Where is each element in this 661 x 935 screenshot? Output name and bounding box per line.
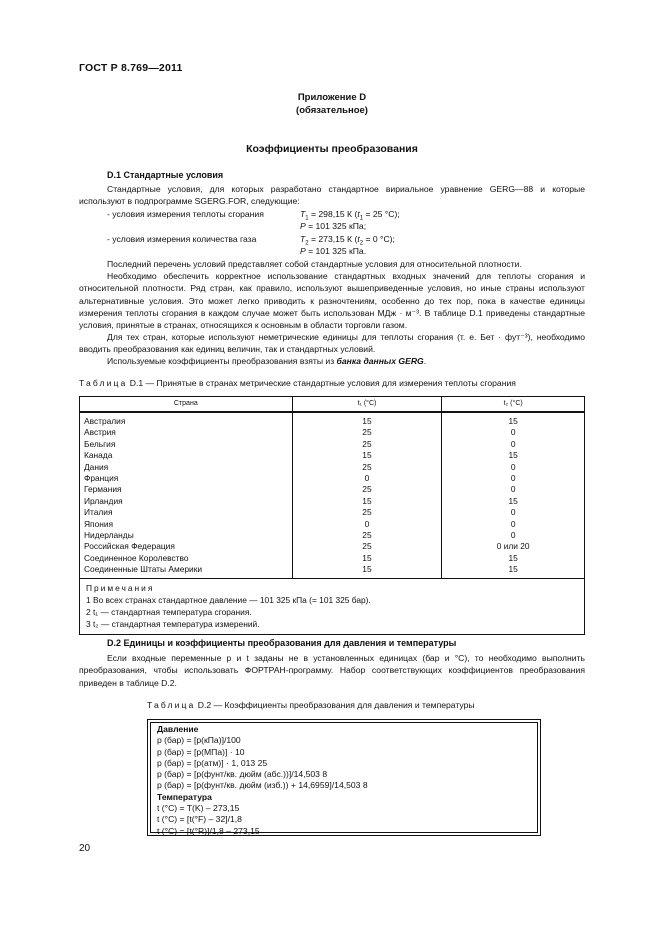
table-row — [80, 496, 585, 507]
table-row — [80, 439, 585, 450]
t1-cell: 25 — [292, 507, 442, 518]
t2-cell: 15 — [442, 450, 585, 461]
t2-cell: 0 — [442, 439, 585, 450]
t2-cell: 0 — [442, 484, 585, 495]
table-row — [80, 541, 585, 552]
table-1-caption: Таблица D.1 — Принятые в странах метрические стандартные условия для измерения теплоты сгорания — [79, 378, 516, 388]
table-1-header-row — [80, 397, 585, 413]
condition-1-label: - условия измерения теплоты сгорания — [107, 209, 264, 219]
document-header: ГОСТ Р 8.769—2011 — [79, 62, 183, 74]
t1-cell: 25 — [292, 541, 442, 552]
t2-cell: 0 или 20 — [442, 541, 585, 552]
pressure-title: Давление — [157, 724, 199, 734]
appendix-title: Приложение D — [297, 92, 367, 103]
country-cell: Ирландия — [80, 496, 293, 507]
condition-1-pressure: P = 101 325 кПа; — [300, 221, 367, 231]
d1-paragraph-1: Стандартные условия, для которых разработано стандартное вириальное уравнение GERG—88 и которые используют в подпрограмме SGERG.FOR, следующие: — [79, 184, 585, 207]
note-3: 3 t₂ — стандартная температура измерений. — [86, 618, 260, 629]
t1-cell: 15 — [292, 412, 442, 427]
appendix-subtitle: (обязательное) — [296, 105, 368, 116]
section-title: Коэффициенты преобразования — [246, 143, 418, 155]
d1-paragraph-5: Используемые коэффициенты преобразования взяты из банка данных GERG. — [107, 356, 427, 366]
table-2-caption: Таблица D.2 — Коэффициенты преобразования для давления и температуры — [147, 700, 475, 710]
d1-paragraph-3: Необходимо обеспечить корректное использование стандартных входных значений для теплоты сгорания и относительной плотности. Ряд стран, как правило, используют вышеприведенные условия, но иные страны используют альтернативные условия. Это может легко приводить к разночтениям, особенно до тех пор, пока в качестве единицы измерения теплоты сгорания в каждом случае может быть использован МДж · м⁻³. В таблице D.1 приведены стандартные условия, принятые в странах, относящихся к основным в области торговли газом. — [79, 271, 585, 331]
t2-cell: 0 — [442, 519, 585, 530]
t2-cell: 15 — [442, 496, 585, 507]
t2-cell: 0 — [442, 507, 585, 518]
pressure-line: p (бар) = [p(МПа)] · 10 — [157, 746, 245, 757]
country-cell: Италия — [80, 507, 293, 518]
t2-cell: 15 — [442, 553, 585, 564]
country-cell: Российская Федерация — [80, 541, 293, 552]
table-row — [80, 564, 585, 578]
t1-cell: 0 — [292, 473, 442, 484]
table-row — [80, 553, 585, 564]
table-1-col-country: Страна — [80, 397, 293, 413]
t1-cell: 0 — [292, 519, 442, 530]
pressure-line: p (бар) = [p(атм)] · 1, 013 25 — [157, 757, 268, 768]
country-cell: Канада — [80, 450, 293, 461]
country-cell: Франция — [80, 473, 293, 484]
t2-cell: 15 — [442, 564, 585, 578]
gerg-databank-emphasis: банка данных GERG — [336, 356, 424, 366]
table-row — [80, 450, 585, 461]
temperature-line: t (°С) = [t(°F) – 32]/1,8 — [157, 814, 242, 825]
pressure-line: p (бар) = [p(кПа)]/100 — [157, 735, 241, 746]
t1-cell: 15 — [292, 496, 442, 507]
d1-heading: D.1 Стандартные условия — [107, 170, 224, 180]
notes-title: Примечания — [86, 582, 155, 593]
d1-paragraph-2: Последний перечень условий представляет собой стандартные условия для относительной плотности. — [107, 259, 522, 269]
country-cell: Соединенные Штаты Америки — [80, 564, 293, 578]
t1-cell: 25 — [292, 462, 442, 473]
t2-cell: 0 — [442, 462, 585, 473]
note-1: 1 Во всех странах стандартное давление — 101 325 кПа (= 101 325 бар). — [86, 594, 371, 605]
table-row — [80, 427, 585, 438]
pressure-line: p (бар) = [p(фунт/кв. дюйм (изб.)) + 14,6959]/14,503 8 — [157, 780, 368, 791]
temperature-title: Температура — [157, 791, 212, 802]
country-cell: Соединенное Королевство — [80, 553, 293, 564]
t1-cell: 25 — [292, 427, 442, 438]
table-row — [80, 412, 585, 427]
country-cell: Бельгия — [80, 439, 293, 450]
t2-cell: 0 — [442, 427, 585, 438]
t2-cell: 0 — [442, 473, 585, 484]
table-row — [80, 519, 585, 530]
t1-cell: 15 — [292, 553, 442, 564]
condition-2-label: - условия измерения количества газа — [107, 234, 257, 244]
country-cell: Дания — [80, 462, 293, 473]
country-cell: Нидерланды — [80, 530, 293, 541]
d2-heading: D.2 Единицы и коэффициенты преобразования для давления и температуры — [107, 638, 457, 648]
country-cell: Австрия — [80, 427, 293, 438]
t1-cell: 25 — [292, 484, 442, 495]
page-number: 20 — [79, 843, 91, 854]
table-1-col-t1: t₁ (°С) — [292, 397, 442, 413]
table-row — [80, 484, 585, 495]
temperature-line: t (°С) = T(K) – 273,15 — [157, 803, 240, 814]
d2-paragraph-1: Если входные переменные p и t заданы не в установленных единицах (бар и °С), то необходимо выполнить преобразования, чтобы использовать ФОРТРАН-программу. Набор соответствующих коэффициентов преобразования приведен в таблице D.2. — [79, 653, 585, 688]
condition-1-value: $T_1 = 298,15$ К ($t_1 = 25$ °С); — [300, 209, 400, 222]
condition-2-value: $T_2 = 273,15$ К ($t_2 = 0$ °С); — [300, 234, 395, 247]
condition-2-pressure: P = 101 325 кПа. — [300, 246, 367, 256]
t2-cell: 0 — [442, 530, 585, 541]
table-2 — [147, 719, 541, 836]
table-row — [80, 530, 585, 541]
table-1 — [79, 396, 585, 635]
country-cell: Япония — [80, 519, 293, 530]
table-row — [80, 462, 585, 473]
country-cell: Германия — [80, 484, 293, 495]
t1-cell: 15 — [292, 564, 442, 578]
t1-cell: 25 — [292, 530, 442, 541]
table-1-notes — [80, 578, 585, 634]
appendix-heading — [79, 91, 585, 117]
t2-cell: 15 — [442, 412, 585, 427]
table-row — [80, 473, 585, 484]
t1-cell: 15 — [292, 450, 442, 461]
t1-cell: 25 — [292, 439, 442, 450]
d1-paragraph-4: Для тех стран, которые используют неметрические единицы для теплоты сгорания (т. е. Бет · фут⁻³), необходимо вводить преобразования как единиц величин, так и стандартных условий. — [79, 332, 585, 355]
note-2: 2 t₁ — стандартная температура сгорания. — [86, 606, 252, 617]
table-1-col-t2: t₂ (°С) — [442, 397, 585, 413]
country-cell: Австралия — [80, 412, 293, 427]
table-row — [80, 507, 585, 518]
temperature-line: t (°С) = [t(°R)]/1,8 – 273,15 — [157, 825, 260, 836]
pressure-line: p (бар) = [p(фунт/кв. дюйм (абс.))]/14,503 8 — [157, 769, 328, 780]
